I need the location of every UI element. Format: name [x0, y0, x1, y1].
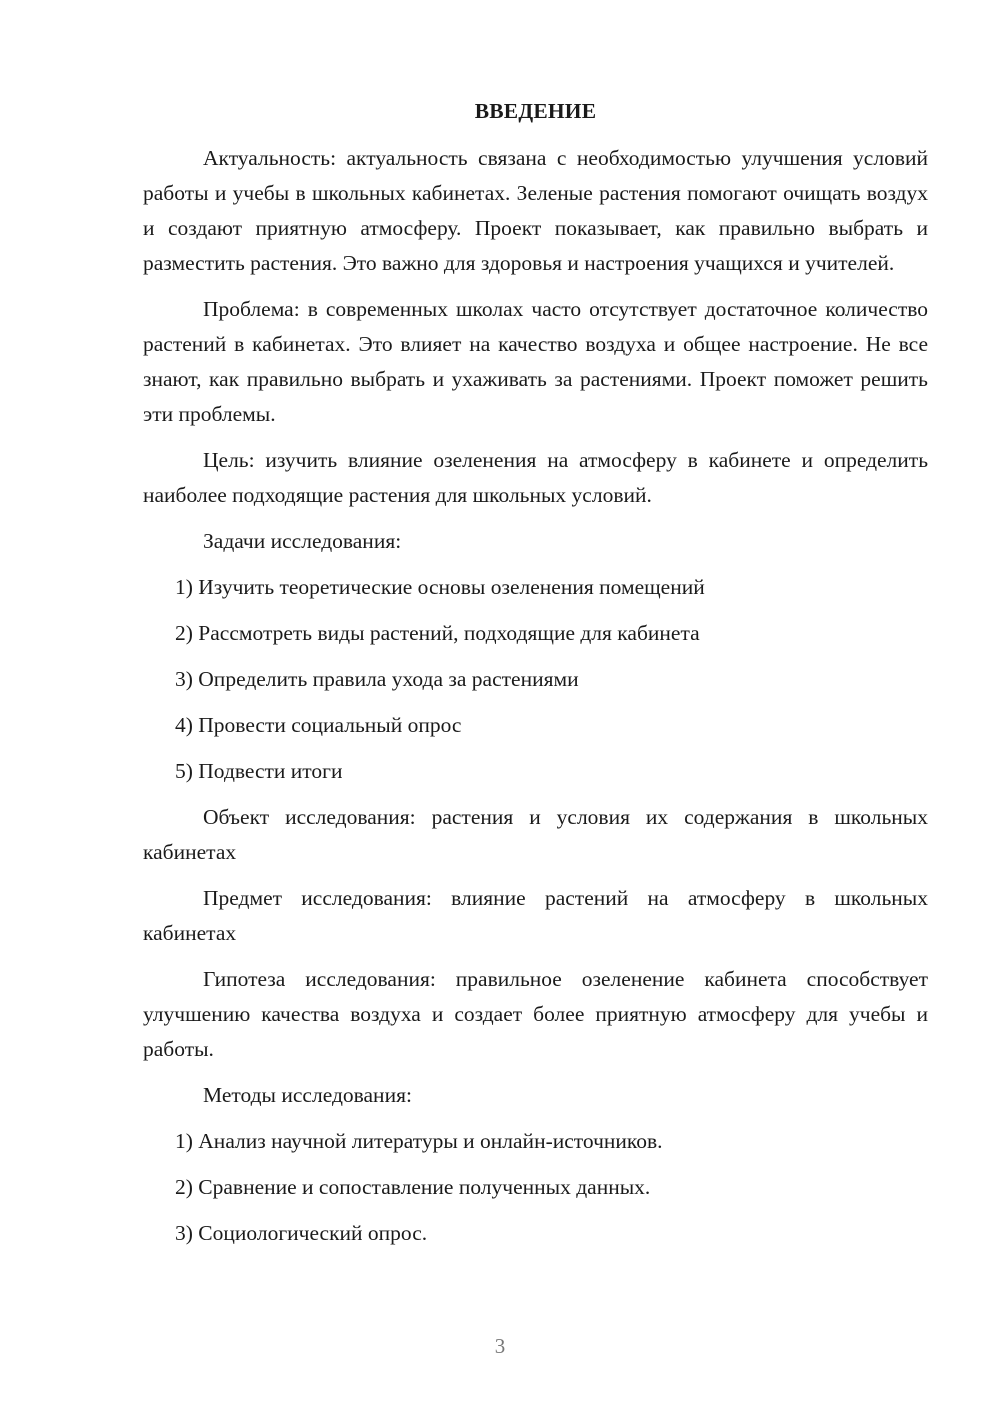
relevance-paragraph: Актуальность: актуальность связана с необходимостью улучшения условий работы и учебы в школьных кабинетах. Зеленые растения помогают очищать воздух и создают приятную атмосферу. Проект показывает, как правильно выбрать и разместить растения. Это важно для здоровья и настроения учащихся и учителей. — [143, 146, 928, 275]
methods-list — [143, 1124, 928, 1251]
object-paragraph: Объект исследования: растения и условия их содержания в школьных кабинетах — [143, 805, 928, 864]
task-item: 4) Провести социальный опрос — [175, 713, 462, 737]
methods-label: Методы исследования: — [203, 1083, 412, 1107]
tasks-label: Задачи исследования: — [203, 529, 402, 553]
subject-paragraph: Предмет исследования: влияние растений на атмосферу в школьных кабинетах — [143, 886, 928, 945]
page-content — [143, 94, 928, 1262]
task-item: 1) Изучить теоретические основы озеленения помещений — [175, 575, 705, 599]
method-item: 2) Сравнение и сопоставление полученных данных. — [175, 1175, 651, 1199]
task-item: 5) Подвести итоги — [175, 759, 343, 783]
task-item: 2) Рассмотреть виды растений, подходящие для кабинета — [175, 621, 700, 645]
tasks-list — [143, 570, 928, 789]
problem-paragraph: Проблема: в современных школах часто отсутствует достаточное количество растений в кабинетах. Это влияет на качество воздуха и общее настроение. Не все знают, как правильно выбрать и ухаживать за растениями. Проект поможет решить эти проблемы. — [143, 297, 928, 426]
method-item: 3) Социологический опрос. — [175, 1221, 428, 1245]
section-title: ВВЕДЕНИЕ — [474, 99, 597, 123]
page-number: 3 — [494, 1334, 506, 1358]
goal-paragraph: Цель: изучить влияние озеленения на атмосферу в кабинете и определить наиболее подходящие растения для школьных условий. — [143, 448, 928, 507]
task-item: 3) Определить правила ухода за растениями — [175, 667, 579, 691]
hypothesis-paragraph: Гипотеза исследования: правильное озеленение кабинета способствует улучшению качества воздуха и создает более приятную атмосферу для учебы и работы. — [143, 967, 928, 1061]
method-item: 1) Анализ научной литературы и онлайн-источников. — [175, 1129, 663, 1153]
